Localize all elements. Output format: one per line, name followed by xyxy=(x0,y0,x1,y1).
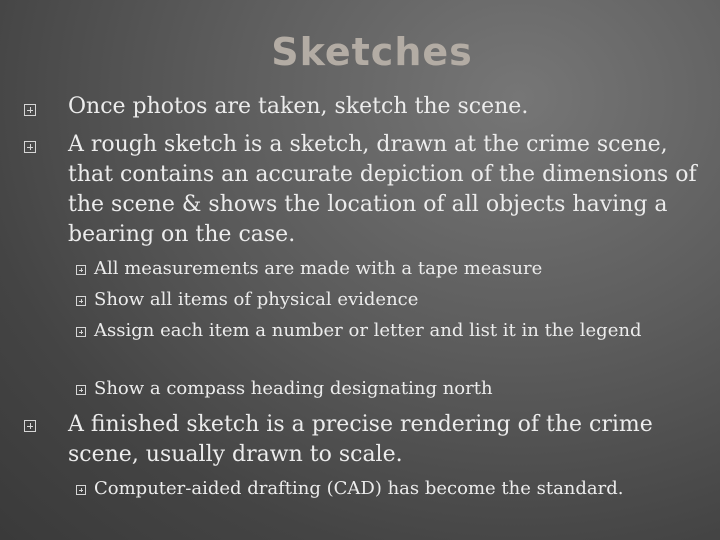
boxed-plus-icon xyxy=(24,420,36,432)
slide-title: Sketches xyxy=(271,30,473,74)
sub-bullet-4: Show a compass heading designating north xyxy=(94,378,493,399)
bullet-2: A rough sketch is a sketch, drawn at the crime scene, that contains an accurate depiction of the dimensions of the scene & shows the location of all objects having a bearing on the case. xyxy=(68,132,697,247)
sub-bullet-3: Assign each item a number or letter and list it in the legend xyxy=(94,320,642,341)
boxed-plus-icon xyxy=(76,385,86,395)
boxed-plus-icon xyxy=(76,485,86,495)
boxed-plus-icon xyxy=(24,104,36,116)
sub-bullet-1: All measurements are made with a tape measure xyxy=(94,258,543,279)
bullet-1: Once photos are taken, sketch the scene. xyxy=(68,94,529,119)
boxed-plus-icon xyxy=(24,141,36,153)
boxed-plus-icon xyxy=(76,327,86,337)
sub-bullet-2: Show all items of physical evidence xyxy=(94,289,419,310)
sub-bullet-5: Computer-aided drafting (CAD) has become the standard. xyxy=(94,478,624,499)
boxed-plus-icon xyxy=(76,296,86,306)
bullet-3: A finished sketch is a precise rendering of the crime scene, usually drawn to scale. xyxy=(68,412,653,467)
boxed-plus-icon xyxy=(76,265,86,275)
